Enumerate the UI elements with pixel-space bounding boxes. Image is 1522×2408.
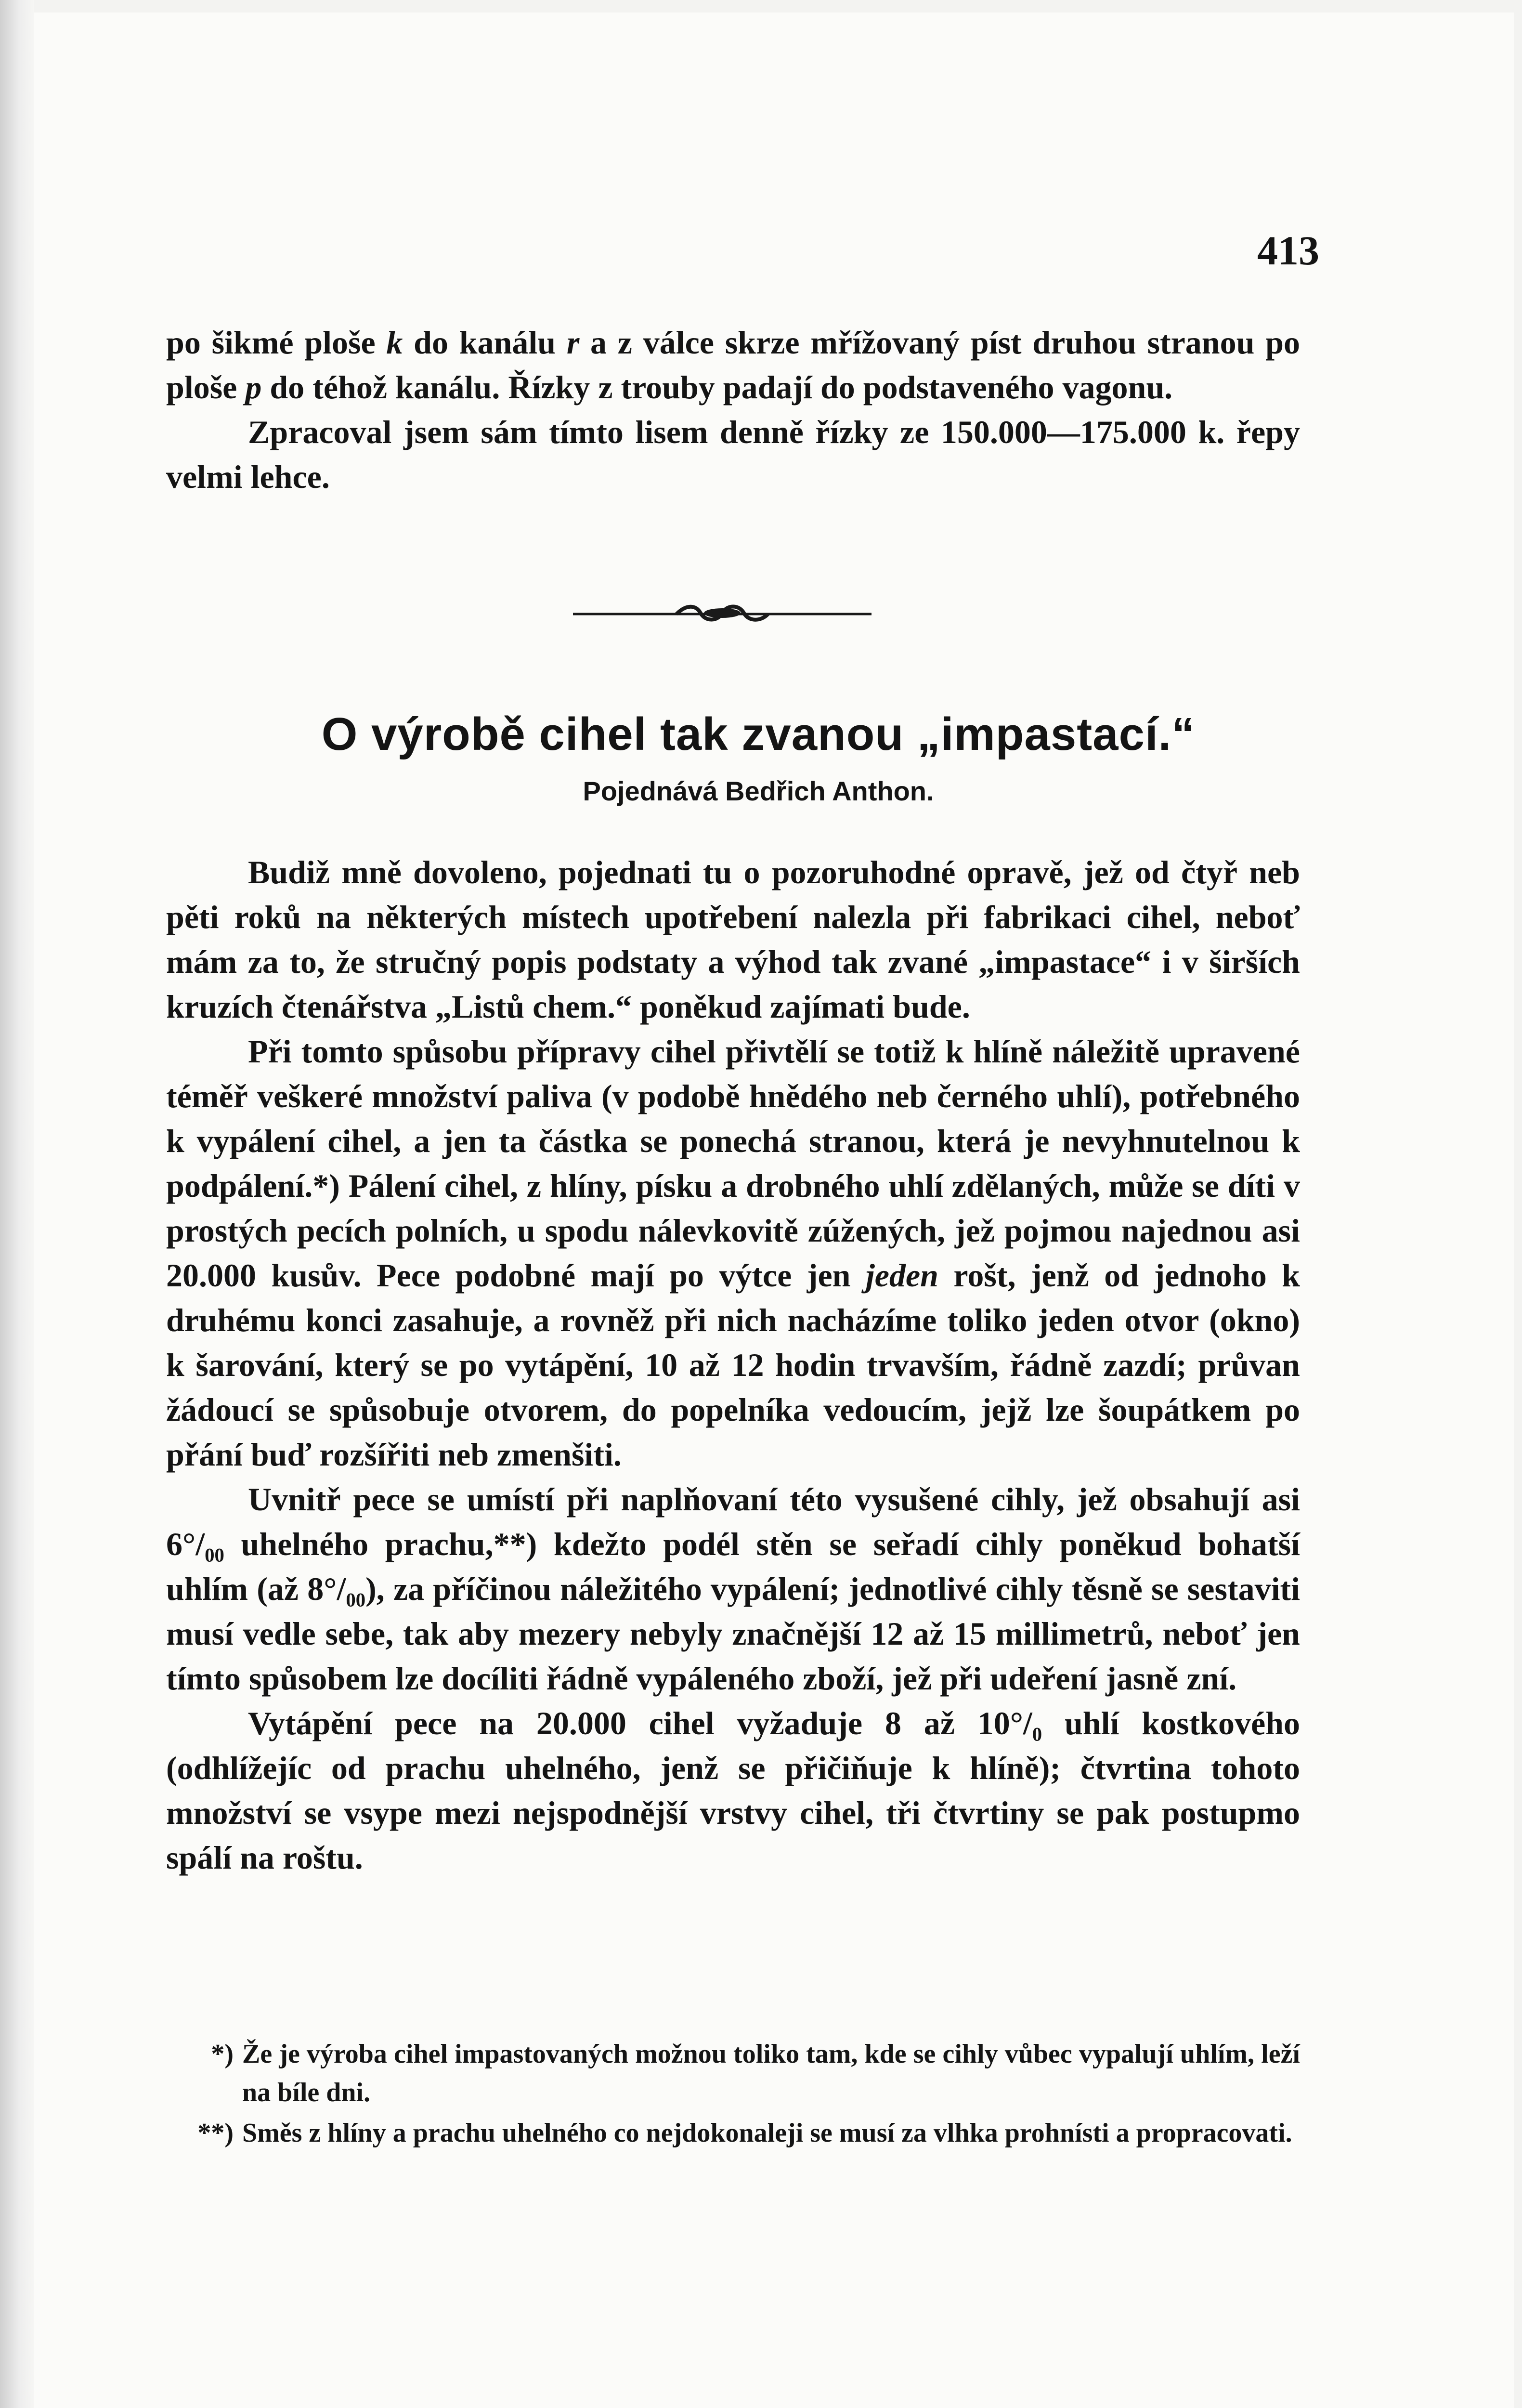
article-byline: Pojednává Bedřich Anthon. (583, 776, 934, 806)
page-edge (0, 0, 34, 2408)
footnotes (166, 2035, 1300, 2152)
article-body (166, 850, 1300, 1880)
ornament-divider (573, 600, 872, 628)
footnote-text: Že je výroba cihel impastovaných možnou toliko tam, kde se cihly vůbec vypalují uhlím, leží na bíle dni. (242, 2039, 1300, 2107)
intro-paragraph-1: po šikmé ploše k do kanálu r a z válce skrze mřížovaný píst druhou stranou po ploše p do téhož kanálu. Řízky z trouby padají do podstaveného vagonu. (166, 324, 1300, 406)
intro-paragraph-2: Zpracoval jsem sám tímto lisem denně řízky ze 150.000—175.000 k. řepy velmi lehce. (166, 414, 1300, 495)
article-paragraph-2: Při tomto spůsobu přípravy cihel přivtělí se totiž k hlíně náležitě upravené téměř veškeré množství paliva (v podobě hnědého neb černého uhlí), potřebného k vypálení cihel, a jen ta částka se ponechá stranou, která je nevyhnutelnou k podpálení.*) Pálení cihel, z hlíny, písku a drobného uhlí zdělaných, může se díti v prostých pecích polních, u spodu nálevkovitě zúžených, jež pojmou najednou asi 20.000 kusův. Pece podobné mají po výtce jen jeden rošt, jenž od jednoho k druhému konci zasahuje, a rovněž při nich nacházíme toliko jeden otvor (okno) k šarování, který se po vytápění, 10 až 12 hodin trvavším, řádně zazdí; průvan žádoucí se spůsobuje otvorem, do popelníka vedoucím, jejž lze šoupátkem po přání buď rozšířiti neb zmenšiti. (166, 1033, 1301, 1473)
intro-text (166, 320, 1300, 499)
footnote-2 (166, 2114, 1300, 2152)
article-paragraph-1: Budiž mně dovoleno, pojednati tu o pozoruhodné opravě, jež od čtyř neb pěti roků na některých místech upotřebení nalezla při fabrikaci cihel, neboť mám za to, že stručný popis podstaty a výhod tak zvané „impastace“ i v širších kruzích čtenářstva „Listů chem.“ poněkud zajímati bude. (166, 854, 1300, 1025)
page-number: 413 (1257, 227, 1319, 274)
footnote-text: Směs z hlíny a prachu uhelného co nejdokonaleji se musí za vlhka prohnísti a propracovati. (242, 2118, 1292, 2148)
article-paragraph-3: Uvnitř pece se umístí při naplňovaní této vysušené cihly, jež obsahují asi 6°/₀₀ uhelného prachu,**) kdežto podél stěn se seřadí cihly poněkud bohatší uhlím (až 8°/₀₀), za příčinou náležitého vypálení; jednotlivé cihly těsně se sestaviti musí vedle sebe, tak aby mezery nebyly značnější 12 až 15 millimetrů, neboť jen tímto spůsobem lze docíliti řádně vypáleného zboží, jež při udeření jasně zní. (166, 1481, 1300, 1697)
article-title: O výrobě cihel tak zvanou „impastací.“ (321, 708, 1196, 760)
footnote-1 (166, 2035, 1300, 2112)
article-paragraph-4: Vytápění pece na 20.000 cihel vyžaduje 8 až 10°/₀ uhlí kostkového (odhlížejíc od prachu uhelného, jenž se přičiňuje k hlíně); čtvrtina tohoto množství se vsype mezi nejspodnější vrstvy cihel, tři čtvrtiny se pak postupmo spálí na roštu. (166, 1705, 1300, 1876)
footnote-mark: **) (197, 2118, 234, 2148)
footnote-mark: *) (211, 2039, 234, 2069)
